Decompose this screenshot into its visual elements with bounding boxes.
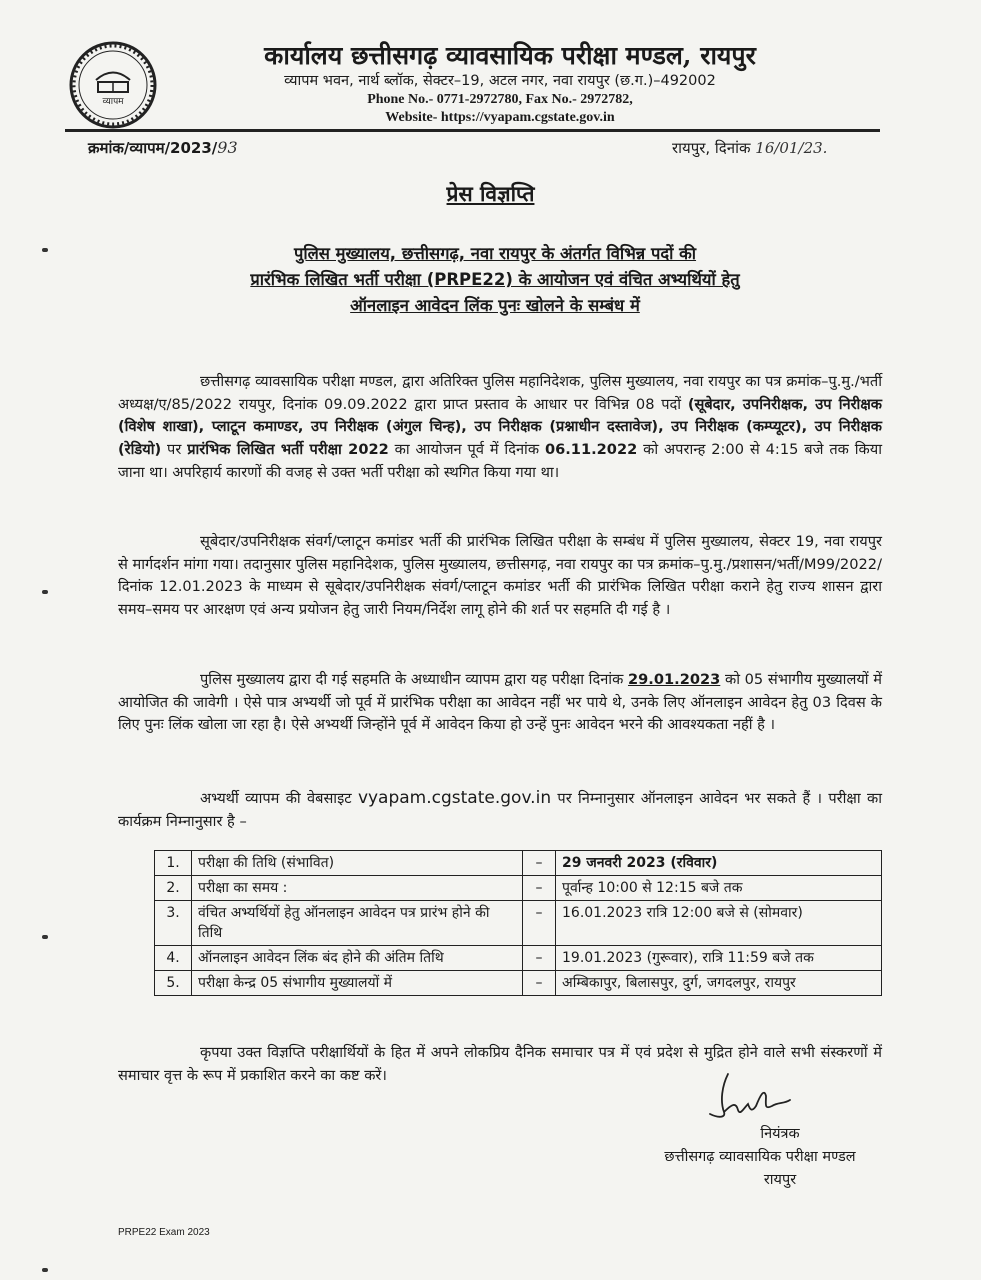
table-row bbox=[155, 876, 882, 901]
subject-line-3: ऑनलाइन आवेदन लिंक पुनः खोलने के सम्बंध में bbox=[350, 296, 640, 315]
subject-line-2: प्रारंभिक लिखित भर्ती परीक्षा (PRPE22) के आयोजन एवं वंचित अभ्यर्थियों हेतु bbox=[250, 270, 740, 289]
date-prefix: रायपुर, दिनांक bbox=[672, 139, 751, 157]
p1-text-c: पर bbox=[161, 441, 188, 459]
table-row bbox=[155, 946, 882, 971]
row-item: वंचित अभ्यर्थियों हेतु ऑनलाइन आवेदन पत्र प्रारंभ होने की तिथि bbox=[192, 901, 523, 946]
row-number: 2. bbox=[155, 876, 192, 901]
p3-text-a: पुलिस मुख्यालय द्वारा दी गई सहमति के अध्याधीन व्यापम द्वारा यह परीक्षा दिनांक bbox=[200, 671, 628, 688]
row-number: 5. bbox=[155, 971, 192, 996]
signatory-org: छत्तीसगढ़ व्यावसायिक परीक्षा मण्डल bbox=[664, 1149, 856, 1165]
website-link[interactable]: vyapam.cgstate.gov.in bbox=[357, 788, 552, 808]
reference-prefix: क्रमांक/व्यापम/2023/ bbox=[88, 139, 218, 157]
header-divider bbox=[65, 129, 880, 132]
table-row bbox=[155, 971, 882, 996]
document-title: प्रेस विज्ञप्ति bbox=[446, 182, 535, 206]
reference-handwritten-number: 93 bbox=[217, 138, 238, 157]
row-separator: – bbox=[523, 851, 556, 876]
paragraph-4 bbox=[118, 787, 882, 833]
table-row bbox=[155, 901, 882, 946]
p1-text-a: छत्तीसगढ़ व्यावसायिक परीक्षा मण्डल, द्वारा अतिरिक्त पुलिस महानिदेशक, पुलिस मुख्यालय, नवा रायपुर का पत्र क्रमांक–पु.मु./भर्ती अध्यक्ष/ए/85/2022 रायपुर, दिनांक 09.09.2022 द्वारा प्राप्त प्रस्ताव के आधार पर विभिन्न 08 पदों bbox=[118, 373, 882, 413]
row-value: 16.01.2023 रात्रि 12:00 बजे से (सोमवार) bbox=[556, 901, 882, 946]
row-number: 1. bbox=[155, 851, 192, 876]
subject bbox=[150, 241, 840, 319]
p3-text-c: को 05 संभागीय मुख्यालयों में आयोजित की जावेगी । ऐसे पात्र अभ्यर्थी जो पूर्व में प्रारंभिक परीक्षा का आवेदन नहीं भर पाये थे, उनके लिए ऑनलाइन आवेदन हेतु 03 दिवस के लिए पुनः लिंक खोला जा रहा है। ऐसे अभ्यर्थी जिन्होंने पूर्व में आवेदन किया हो उन्हें पुनः आवेदन भरने की आवश्यकता नहीं है । bbox=[118, 671, 882, 734]
svg-text:व्यापम: व्यापम bbox=[102, 97, 124, 107]
row-value: 19.01.2023 (गुरूवार), रात्रि 11:59 बजे तक bbox=[556, 946, 882, 971]
reference-number bbox=[88, 138, 238, 158]
signatory-designation: नियंत्रक bbox=[760, 1126, 800, 1142]
row-separator: – bbox=[523, 971, 556, 996]
p4-text-b: पर निम्नानुसार ऑनलाइन आवेदन भर सकते हैं । परीक्षा का कार्यक्रम निम्नानुसार है – bbox=[118, 790, 882, 830]
p4-text-a: अभ्यर्थी व्यापम की वेबसाइट bbox=[200, 790, 358, 807]
p5-text: कृपया उक्त विज्ञप्ति परीक्षार्थियों के हित में अपने लोकप्रिय दैनिक समाचार पत्र में एवं प्रदेश से मुद्रित होने वाले सभी संस्करणों में समाचार वृत्त के रूप में प्रकाशित करने का कष्ट करें। bbox=[118, 1044, 882, 1084]
p1-text-e: का आयोजन पूर्व में दिनांक bbox=[388, 441, 545, 459]
p2-text: सूबेदार/उपनिरीक्षक संवर्ग/प्लाटून कमांडर भर्ती की प्रारंभिक लिखित परीक्षा के सम्बंध में पुलिस मुख्यालय, सेक्टर 19, नवा रायपुर से मार्गदर्शन मांगा गया। तदानुसार पुलिस महानिदेशक, पुलिस मुख्यालय, छत्तीसगढ़, नवा रायपुर का पत्र क्रमांक–पु.मु./प्रशासन/भर्ती/M99/2022/ दिनांक 12.01.2023 के माध्यम से सूबेदार/उपनिरीक्षक संवर्ग/प्लाटून कमांडर भर्ती की प्रारंभिक लिखित परीक्षा कराने हेतु राज्य शासन द्वारा समय–समय पर आरक्षण एवं अन्य प्रयोजन हेतु जारी नियम/निर्देश लागू होने की शर्त पर सहमति दी गई है । bbox=[118, 533, 882, 619]
scan-mark bbox=[42, 1268, 48, 1272]
issue-date bbox=[672, 138, 827, 158]
row-value: पूर्वान्ह 10:00 से 12:15 बजे तक bbox=[556, 876, 882, 901]
table-row bbox=[155, 851, 882, 876]
row-item: परीक्षा का समय : bbox=[192, 876, 523, 901]
org-phone: Phone No.- 0771-2972780, Fax No.- 2972782, bbox=[367, 92, 633, 107]
vyapam-emblem-logo bbox=[68, 40, 158, 130]
exam-schedule-table bbox=[154, 850, 882, 996]
signatory-city: रायपुर bbox=[763, 1172, 797, 1188]
scan-mark bbox=[42, 590, 48, 594]
paragraph-2 bbox=[118, 531, 882, 622]
signatory-block bbox=[600, 1123, 920, 1192]
p1-exam-name: प्रारंभिक लिखित भर्ती परीक्षा 2022 bbox=[187, 441, 389, 459]
org-website: Website- https://vyapam.cgstate.gov.in bbox=[385, 110, 615, 125]
row-separator: – bbox=[523, 876, 556, 901]
paragraph-3 bbox=[118, 669, 882, 737]
row-item: ऑनलाइन आवेदन लिंक बंद होने की अंतिम तिथि bbox=[192, 946, 523, 971]
p1-posts: (सूबेदार, उपनिरीक्षक, उप निरीक्षक (विशेष शाखा), प्लाटून कमाण्डर, उप निरीक्षक (अंगुल चिन्ह), उप निरीक्षक (प्रश्नाधीन दस्तावेज), उप निरीक्षक (कम्प्यूटर), उप निरीक्षक (रेडियो) bbox=[118, 395, 882, 459]
row-number: 4. bbox=[155, 946, 192, 971]
row-value: 29 जनवरी 2023 (रविवार) bbox=[556, 851, 882, 876]
p1-original-date: 06.11.2022 bbox=[544, 441, 638, 459]
row-number: 3. bbox=[155, 901, 192, 946]
row-separator: – bbox=[523, 946, 556, 971]
scan-mark bbox=[42, 935, 48, 939]
controller-signature bbox=[700, 1066, 800, 1126]
row-item: परीक्षा केन्द्र 05 संभागीय मुख्यालयों में bbox=[192, 971, 523, 996]
org-title: कार्यालय छत्तीसगढ़ व्यावसायिक परीक्षा मण्डल, रायपुर bbox=[264, 41, 756, 70]
row-item: परीक्षा की तिथि (संभावित) bbox=[192, 851, 523, 876]
paragraph-1 bbox=[118, 371, 882, 485]
scan-mark bbox=[42, 248, 48, 252]
p3-exam-date: 29.01.2023 bbox=[627, 671, 721, 688]
p1-text-g: को अपरान्ह 2:00 से 4:15 बजे तक किया जाना था। अपरिहार्य कारणों की वजह से उक्त भर्ती परीक्षा को स्थगित किया गया था। bbox=[118, 441, 882, 481]
subject-line-1: पुलिस मुख्यालय, छत्तीसगढ़, नवा रायपुर के अंतर्गत विभिन्न पदों की bbox=[293, 244, 697, 263]
footer-exam-code: PRPE22 Exam 2023 bbox=[118, 1227, 210, 1238]
org-address: व्यापम भवन, नार्थ ब्लॉक, सेक्टर–19, अटल नगर, नवा रायपुर (छ.ग.)–492002 bbox=[284, 73, 716, 89]
date-handwritten: 16/01/23. bbox=[755, 139, 828, 157]
row-value: अम्बिकापुर, बिलासपुर, दुर्ग, जगदलपुर, रायपुर bbox=[556, 971, 882, 996]
row-separator: – bbox=[523, 901, 556, 946]
